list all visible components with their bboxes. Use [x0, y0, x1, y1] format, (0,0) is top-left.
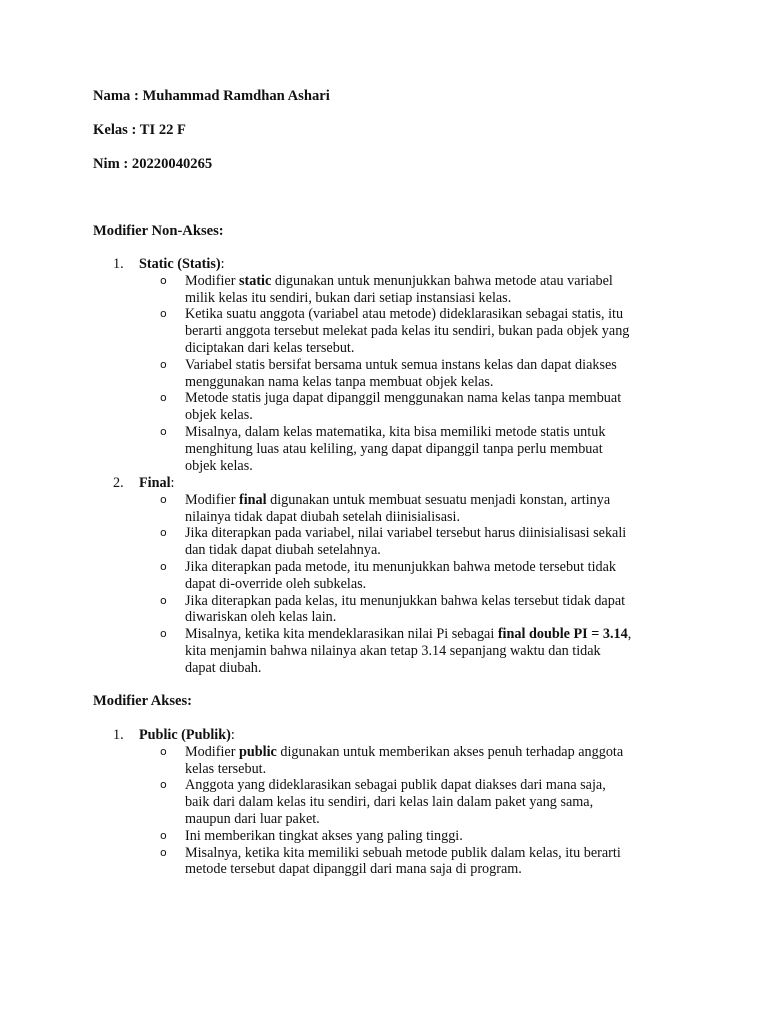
bullet-text: Modifier static digunakan untuk menunjukkan bahwa metode atau variabel milik kelas itu sendiri, bukan dari setiap instansiasi kelas. [185, 272, 613, 306]
section-title-non-access: Modifier Non-Akses: [93, 223, 224, 239]
bullet-text: Modifier public digunakan untuk memberikan akses penuh terhadap anggota kelas tersebut. [185, 743, 624, 777]
item-title: Static (Statis): [139, 256, 225, 272]
bullet-text: Anggota yang dideklarasikan sebagai publik dapat diakses dari mana saja, baik dari dalam kelas itu sendiri, dari kelas lain dalam paket yang sama, maupun dari luar paket. [185, 777, 606, 827]
item-number: 1. [113, 256, 124, 272]
bullet-text: Modifier final digunakan untuk membuat sesuatu menjadi konstan, artinya nilainya tidak dapat diubah setelah diinisialisasi. [185, 491, 611, 525]
bullet-text: Jika diterapkan pada variabel, nilai variabel tersebut harus diinisialisasi sekali dan tidak dapat diubah setelahnya. [185, 525, 627, 559]
bullet-text: Ini memberikan tingkat akses yang paling tinggi. [185, 827, 463, 844]
bullet-marker: o [160, 828, 167, 842]
bullet-marker: o [160, 593, 167, 607]
bullet-marker: o [160, 845, 167, 859]
bullet-text: Metode statis juga dapat dipanggil menggunakan nama kelas tanpa membuat objek kelas. [185, 390, 622, 424]
bullet-marker: o [160, 778, 167, 792]
bullet-marker: o [160, 744, 167, 758]
bullet-text: Misalnya, ketika kita mendeklarasikan nilai Pi sebagai final double PI = 3.14, kita menjamin bahwa nilainya akan tetap 3.14 sepanjang waktu dan tidak dapat diubah. [185, 626, 632, 676]
section-title-access: Modifier Akses: [93, 693, 193, 709]
bullet-marker: o [160, 391, 167, 405]
bullet-text: Ketika suatu anggota (variabel atau metode) dideklarasikan sebagai statis, itu berarti anggota tersebut melekat pada kelas itu sendiri, bukan pada objek yang diciptakan dari kelas tersebut. [185, 306, 630, 356]
bullet-marker: o [160, 273, 167, 287]
item-title: Public (Publik): [139, 727, 235, 743]
bullet-marker: o [160, 526, 167, 540]
student-nim: Nim : 20220040265 [93, 156, 213, 172]
bullet-marker: o [160, 307, 167, 321]
bullet-text: Misalnya, ketika kita memiliki sebuah metode publik dalam kelas, itu berarti metode tersebut dapat dipanggil dari mana saja di program. [185, 844, 621, 878]
bullet-marker: o [160, 560, 167, 573]
bullet-text: Jika diterapkan pada metode, itu menunjukkan bahwa metode tersebut tidak dapat di-override oleh subkelas. [185, 559, 617, 592]
item-number: 1. [113, 727, 124, 743]
bullet-text: Variabel statis bersifat bersama untuk semua instans kelas dan dapat diakses menggunakan nama kelas tanpa membuat objek kelas. [185, 356, 617, 390]
bullet-text: Misalnya, dalam kelas matematika, kita bisa memiliki metode statis untuk menghitung luas atau keliling, yang dapat dipanggil tanpa perlu membuat objek kelas. [185, 424, 606, 474]
student-name: Nama : Muhammad Ramdhan Ashari [93, 88, 330, 104]
item-title: Final: [139, 475, 175, 491]
bullet-marker: o [160, 492, 167, 506]
student-class: Kelas : TI 22 F [93, 122, 186, 138]
item-number: 2. [113, 475, 124, 491]
bullet-marker: o [160, 425, 167, 438]
bullet-marker: o [160, 627, 167, 641]
bullet-text: Jika diterapkan pada kelas, itu menunjukkan bahwa kelas tersebut tidak dapat diwariskan oleh kelas lain. [185, 592, 626, 626]
bullet-marker: o [160, 357, 167, 371]
